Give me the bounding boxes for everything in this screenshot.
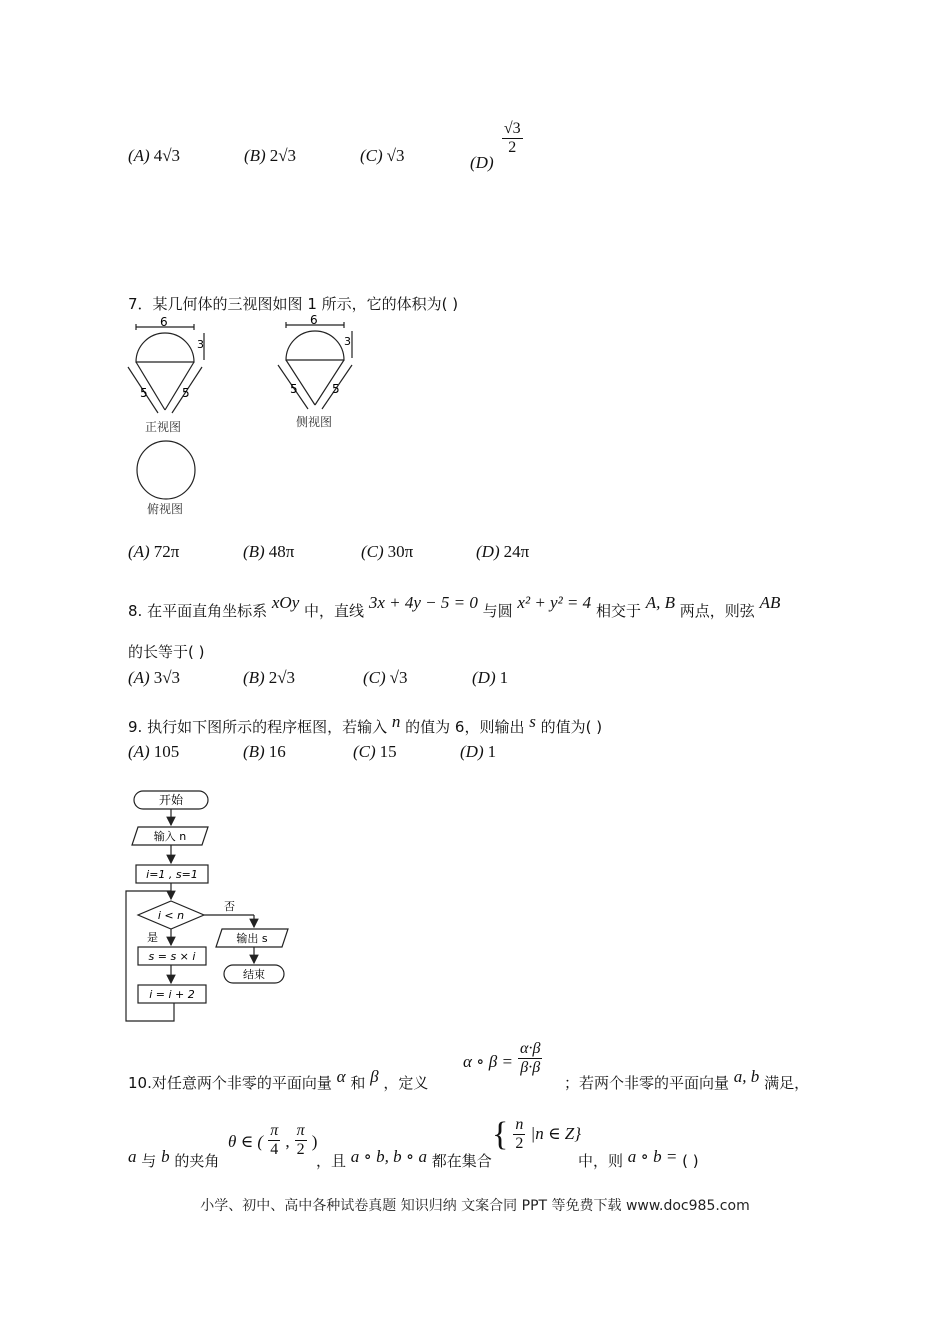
q7-option-c: [361, 542, 413, 562]
q9-question-text: [128, 712, 603, 737]
option-label: (C): [360, 146, 383, 165]
top-view: [137, 441, 195, 499]
option-label: (A): [128, 542, 150, 561]
front-view-label: 正视图: [145, 420, 182, 434]
text-run: 10.对任意两个非零的平面向量: [128, 1074, 332, 1092]
q10-theta-range: [228, 1122, 317, 1158]
q7-option-b: [243, 542, 294, 562]
option-value: 4√3: [153, 146, 181, 165]
text-run: 两点，则弦: [679, 602, 755, 620]
text-run: ，定义: [383, 1074, 429, 1092]
text-run: 和: [350, 1074, 366, 1092]
q10-set: [492, 1110, 581, 1153]
option-value: 48π: [268, 542, 295, 561]
option-value: 24π: [503, 542, 530, 561]
q10-line1-continued: [564, 1067, 810, 1093]
option-value: 72π: [153, 542, 180, 561]
side-dim-width: 6: [310, 315, 318, 327]
theta-comma: ,: [285, 1131, 290, 1151]
option-value: 105: [153, 742, 180, 761]
q8-option-a: [128, 668, 180, 688]
flow-step-s-text: s = s × i: [148, 950, 196, 963]
theta-fraction-2: [295, 1122, 307, 1158]
math-circle-equation: x² + y² = 4: [517, 593, 592, 612]
option-value: 1: [487, 742, 497, 761]
flow-output-text: 输出 s: [236, 932, 268, 945]
side-dim-slant-right: 5: [332, 382, 340, 396]
text-run: 中，直线: [304, 602, 365, 620]
flow-init-text: i=1 , s=1: [146, 868, 198, 881]
q9-option-c: [353, 742, 397, 762]
front-dim-cap: 3: [197, 338, 204, 351]
option-label: (D): [476, 542, 500, 561]
definition-fraction: [518, 1040, 542, 1076]
front-dim-width: 6: [160, 315, 168, 329]
option-fraction: [502, 120, 523, 156]
q10-line1: [128, 1067, 429, 1093]
text-run: 的值为 6，则输出: [405, 718, 525, 736]
option-value: √3: [386, 146, 405, 165]
math-ab: a, b: [733, 1067, 760, 1086]
text-run: ( ): [682, 1152, 699, 1170]
q8-option-c: [363, 668, 408, 688]
option-value: 15: [379, 742, 397, 761]
q8-option-d: [472, 668, 508, 688]
text-run: 相交于: [595, 602, 641, 620]
front-dim-slant-left: 5: [140, 386, 148, 400]
flow-input-text: 输入 n: [153, 830, 187, 843]
flow-step-i-text: i = i + 2: [149, 988, 195, 1001]
option-label: (A): [128, 742, 150, 761]
option-value: 3√3: [153, 668, 181, 687]
text-run: 中，则: [578, 1152, 624, 1170]
math-a: a: [128, 1147, 137, 1166]
math-n: n: [391, 712, 401, 731]
text-run: 与: [141, 1152, 157, 1170]
math-compositions: a ∘ b, b ∘ a: [350, 1147, 427, 1166]
q10-line2: [128, 1147, 220, 1171]
text-run: 8. 在平面直角坐标系: [128, 602, 268, 620]
option-label: (C): [353, 742, 376, 761]
flowchart: [120, 785, 300, 1030]
fraction-numerator: √3: [503, 120, 521, 137]
definition-lhs: α ∘ β =: [463, 1051, 513, 1071]
page-footer: 小学、初中、高中各种试卷真题 知识归纳 文案合同 PPT 等免费下载 www.doc985.com: [200, 1198, 750, 1214]
theta-prefix: θ ∈ (: [228, 1131, 264, 1151]
fraction-denominator: 2: [296, 1140, 305, 1158]
math-chord: AB: [759, 593, 781, 612]
fraction-numerator: α·β: [520, 1040, 541, 1057]
q6-option-a: [128, 146, 180, 166]
flow-condition-text: i < n: [157, 909, 185, 922]
three-view-figure: [118, 315, 358, 525]
q10-line2-end: [578, 1147, 699, 1171]
q10-line2-mid: [316, 1147, 492, 1171]
text-run: ，且: [316, 1152, 347, 1170]
option-value: 1: [499, 668, 509, 687]
fraction-denominator: β·β: [520, 1058, 541, 1076]
fraction-numerator: n: [515, 1116, 524, 1134]
text-run: ；若两个非零的平面向量: [564, 1074, 730, 1092]
math-s: s: [529, 712, 536, 731]
option-label: (B): [244, 146, 266, 165]
math-answer-expression: a ∘ b =: [627, 1147, 678, 1166]
flow-start-text: 开始: [158, 793, 184, 807]
math-xoy: xOy: [271, 593, 300, 612]
option-label: (D): [470, 153, 494, 172]
q7-option-d: [476, 542, 529, 562]
q6-option-d: [470, 120, 523, 172]
option-value: 2√3: [269, 146, 297, 165]
front-dim-slant-right: 5: [182, 386, 190, 400]
flow-yes-label: 是: [147, 931, 158, 944]
q9-option-d: [460, 742, 496, 762]
side-view-label: 侧视图: [296, 415, 333, 429]
text-run: 的值为( ): [540, 718, 603, 736]
top-view-label: 俯视图: [147, 502, 184, 516]
flow-end-text: 结束: [243, 968, 265, 981]
option-label: (B): [243, 742, 265, 761]
option-value: √3: [389, 668, 408, 687]
q7-option-a: [128, 542, 179, 562]
math-line-equation: 3x + 4y − 5 = 0: [368, 593, 478, 612]
set-open-brace: {: [492, 1116, 509, 1153]
option-label: (A): [128, 668, 150, 687]
theta-suffix: ): [311, 1131, 318, 1151]
side-dim-slant-left: 5: [290, 382, 298, 396]
q8-option-b: [243, 668, 295, 688]
set-condition: |n ∈ Z}: [530, 1124, 582, 1143]
q7-question-text: 7．某几何体的三视图如图 1 所示，它的体积为( ): [128, 295, 459, 313]
option-label: (B): [243, 668, 265, 687]
option-value: 2√3: [268, 668, 296, 687]
q10-definition: [463, 1040, 542, 1076]
option-value: 16: [268, 742, 286, 761]
option-label: (A): [128, 146, 150, 165]
text-run: 的夹角: [174, 1152, 220, 1170]
q6-option-c: [360, 146, 405, 166]
option-label: (C): [361, 542, 384, 561]
math-alpha: α: [336, 1067, 346, 1086]
math-b: b: [161, 1147, 170, 1166]
math-beta: β: [370, 1067, 379, 1086]
set-fraction: [513, 1116, 525, 1152]
text-run: 满足，: [764, 1074, 810, 1092]
fraction-denominator: 2: [508, 138, 517, 156]
fraction-denominator: 4: [270, 1140, 279, 1158]
side-dim-cap: 3: [344, 335, 351, 348]
fraction-numerator: π: [270, 1122, 279, 1139]
theta-fraction-1: [268, 1122, 280, 1158]
q6-option-b: [244, 146, 296, 166]
q9-option-a: [128, 742, 179, 762]
math-points: A, B: [645, 593, 676, 612]
option-label: (D): [472, 668, 496, 687]
option-label: (C): [363, 668, 386, 687]
text-run: 9. 执行如下图所示的程序框图，若输入: [128, 718, 388, 736]
option-value: 30π: [387, 542, 414, 561]
flow-no-label: 否: [224, 900, 235, 913]
fraction-numerator: π: [296, 1122, 305, 1139]
option-label: (B): [243, 542, 265, 561]
text-run: 与圆: [482, 602, 513, 620]
fraction-denominator: 2: [515, 1135, 524, 1152]
q8-question-line1: [128, 593, 781, 621]
option-label: (D): [460, 742, 484, 761]
text-run: 都在集合: [431, 1152, 492, 1170]
q9-option-b: [243, 742, 286, 762]
q8-question-line2: 的长等于( ): [128, 643, 205, 661]
